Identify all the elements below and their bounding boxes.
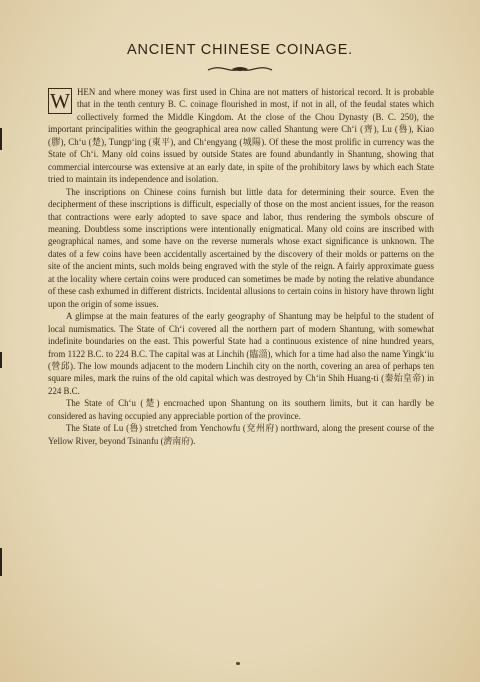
page-edge-mark — [0, 352, 2, 368]
page-bullet — [236, 662, 240, 665]
paragraph: The State of Ch‘u (楚) encroached upon Shantung on its southern limits, but it can hardly be considered as having occupied any appreciable portion of the province. — [48, 398, 434, 421]
drop-cap: W — [48, 88, 72, 114]
title-ornament-icon — [206, 64, 274, 74]
paragraph — [48, 86, 434, 186]
paragraph: A glimpse at the main features of the early geography of Shantung may be helpful to the student of local numismatics. The State of Ch‘i covered all the northern part of modern Shantung, with somewhat indefinite boundaries on the east. This powerful State had a continuous existence of nine hundred years, from 1122 B.C. to 224 B.C. The capital was at Linchih (臨淄), which for a time had also the name Yingk‘iu (營邱). The low mounds adjacent to the modern Linchih city on the north, covering an area of perhaps ten square miles, mark the ruins of the old capital which was destroyed by Ch‘in Shih Huang-ti (秦始皇帝) in 224 B.C. — [48, 311, 434, 396]
page-edge-mark — [0, 548, 2, 576]
page-edge-mark — [0, 128, 2, 150]
paragraph: The inscriptions on Chinese coins furnish but little data for determining their source. Even the decipherment of these inscriptions is difficult, especially of those on the most ancient issues, for the reason that contractions were early adopted to save space and labor, thus rendering the symbols obscure of meaning. Doubtless some inscriptions were intentionally enigmatical. Many old coins are inscribed with geographical names, and some have on the reverse numerals whose exact significance is unknown. The dates of a few coins have been accidentally ascertained by the discovery of their molds or patterns on the site of the ancient mints, such molds being engraved with the style of the reign. A fairly approximate guess at the locality where certain coins were produced can sometimes be made by noting the relative abundance of these cash exhumed in different districts. Incidental allusions to certain coins in history have thrown light upon the origin of some issues. — [48, 186, 434, 309]
paragraph: The State of Lu (魯) stretched from Yenchowfu (兗州府) northward, along the present course of the Yellow River, beyond Tsinanfu (濟南府). — [48, 423, 434, 446]
paragraph-text: HEN and where money was first used in China are not matters of historical record. It is probable that in the tenth century B. C. coinage flourished in most, if not in all, of the feudal states which collectively formed the Middle Kingdom. At the close of the Chou Dynasty (B. C. 250), the important principalities within the geographical area now called Shantung were Ch‘i (齊), Lu (魯), Kiao (膠), Ch‘u (楚), Tungp‘ing (東平), and Ch‘engyang (城陽). Of these the most prolific in currency was the State of Ch‘i. Many old coins issued by outside States are found abundantly in Shantung, showing that commercial intercourse was extensive at an early date, in spite of the prohibitory laws by which each State tried to maintain its independence and isolation. — [48, 87, 434, 185]
page-title: ANCIENT CHINESE COINAGE. — [127, 42, 353, 58]
body-text — [48, 86, 434, 447]
